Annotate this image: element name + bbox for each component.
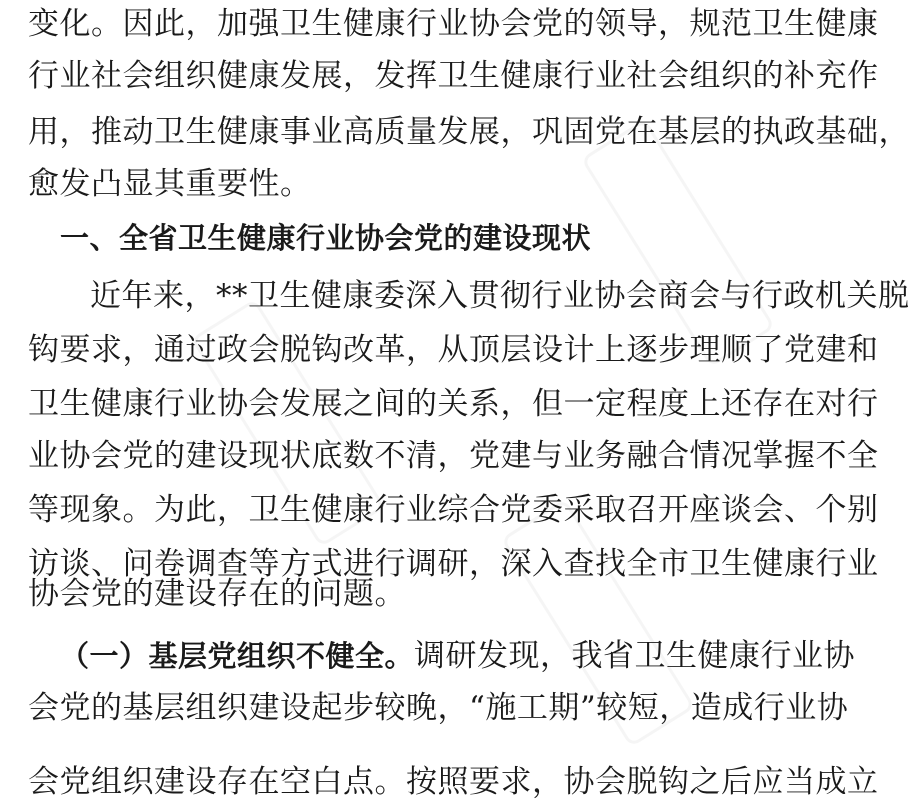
- paragraph-line: 协会党的建设存在的问题。: [28, 576, 406, 612]
- section-heading: 一、全省卫生健康行业协会党的建设现状: [60, 221, 592, 255]
- paragraph-line: 愈发凸显其重要性。: [28, 166, 312, 202]
- subsection-title: （一）基层党组织不健全。: [60, 639, 415, 673]
- paragraph-line: 钩要求，通过政会脱钩改革，从顶层设计上逐步理顺了党建和: [28, 332, 879, 368]
- paragraph-line: 行业社会组织健康发展，发挥卫生健康行业社会组织的补充作: [28, 58, 879, 94]
- paragraph-line: 等现象。为此，卫生健康行业综合党委采取召开座谈会、个别: [28, 492, 879, 528]
- paragraph-line: 变化。因此，加强卫生健康行业协会党的领导，规范卫生健康: [28, 6, 879, 42]
- paragraph-line: 会党的基层组织建设起步较晚，“施工期”较短，造成行业协: [28, 690, 849, 726]
- paragraph-line: 近年来，**卫生健康委深入贯彻行业协会商会与行政机关脱: [90, 278, 910, 314]
- paragraph-line: 业协会党的建设现状底数不清，党建与业务融合情况掌握不全: [28, 438, 879, 474]
- paragraph-line: 会党组织建设存在空白点。按照要求，协会脱钩之后应当成立: [28, 764, 879, 800]
- paragraph-line: 访谈、问卷调查等方式进行调研，深入查找全市卫生健康行业: [28, 546, 879, 582]
- subsection-first-line: [60, 636, 860, 676]
- paragraph-line: 用，推动卫生健康事业高质量发展，巩固党在基层的执政基础，: [28, 114, 910, 150]
- paragraph-line: 卫生健康行业协会发展之间的关系，但一定程度上还存在对行: [28, 386, 879, 422]
- subsection-text: 调研发现，我省卫生健康行业协: [414, 638, 856, 674]
